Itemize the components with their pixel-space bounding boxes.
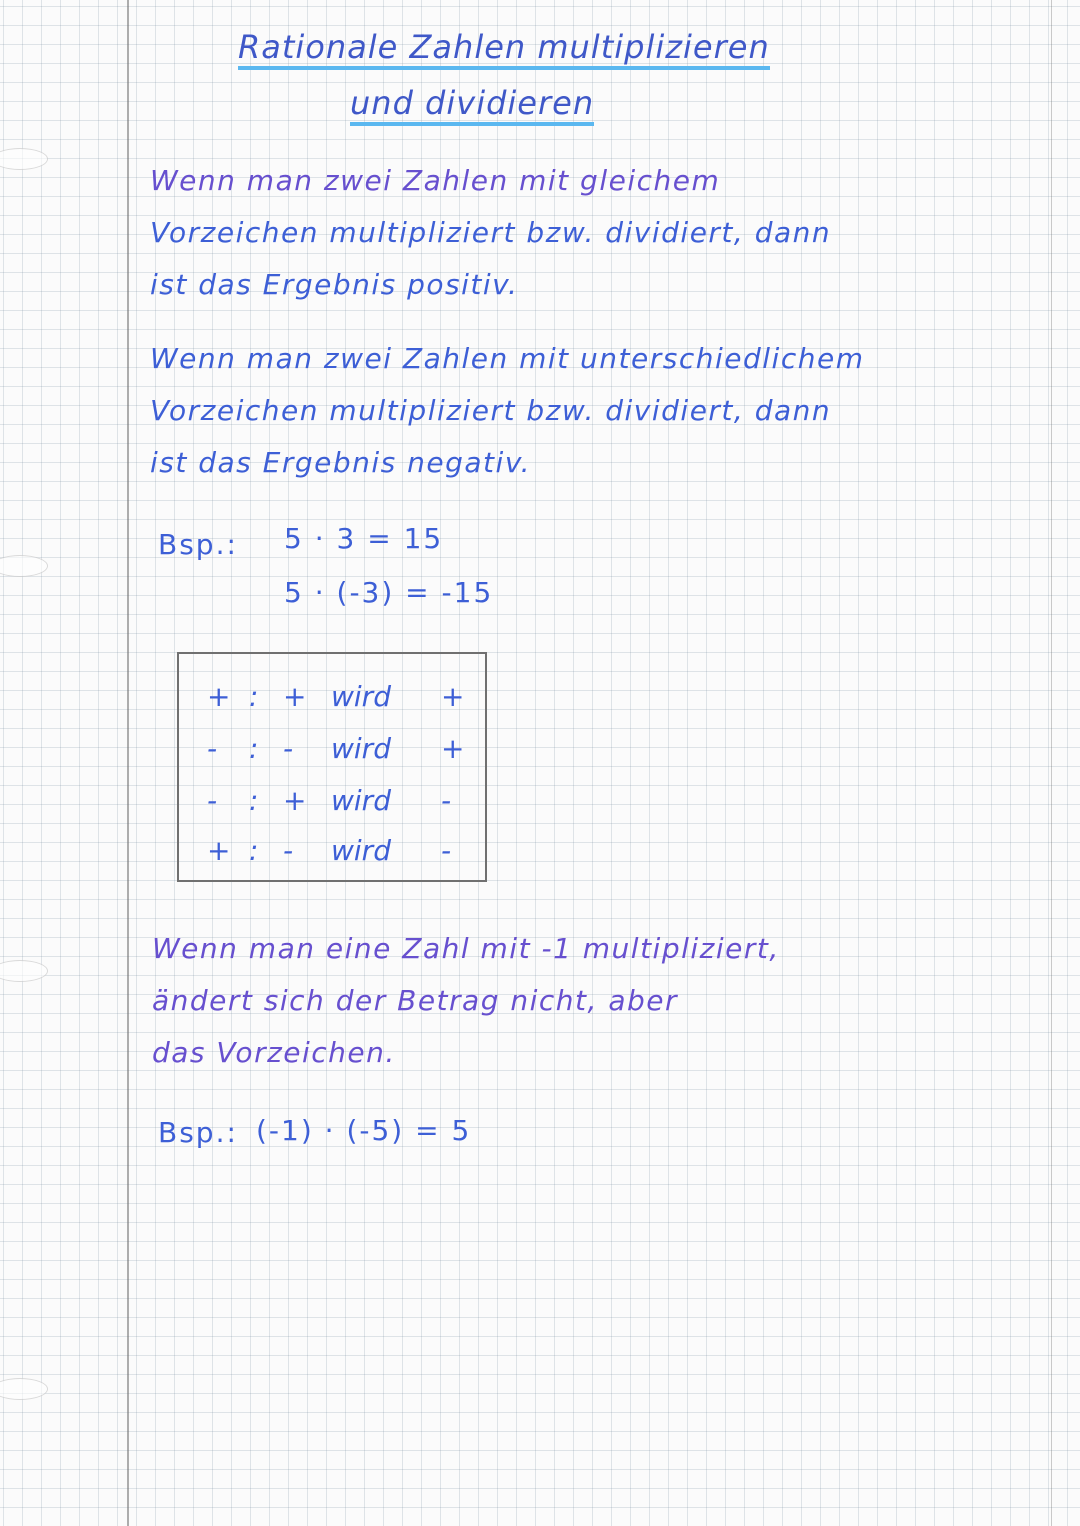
sign-rule-row xyxy=(179,834,485,874)
sign-a: + xyxy=(207,834,231,867)
sign-a: - xyxy=(207,732,218,765)
sign-b: + xyxy=(283,784,307,817)
text-line: Vorzeichen multipliziert bzw. dividiert, dann xyxy=(150,216,832,249)
sign-b: + xyxy=(283,680,307,713)
example-label: Bsp.: xyxy=(158,1116,238,1149)
operator: : xyxy=(249,732,259,765)
result-sign: + xyxy=(441,680,465,713)
text-line: ist das Ergebnis positiv. xyxy=(150,268,519,301)
rule-word: wird xyxy=(331,680,391,713)
punch-hole xyxy=(0,1378,48,1400)
sign-a: + xyxy=(207,680,231,713)
result-sign: + xyxy=(441,732,465,765)
result-sign: - xyxy=(441,784,452,817)
example-equation: 5 · (-3) = -15 xyxy=(284,576,494,609)
rule-word: wird xyxy=(331,732,391,765)
page-title-line-1: Rationale Zahlen multiplizieren xyxy=(238,28,770,70)
sign-a: - xyxy=(207,784,218,817)
rule-word: wird xyxy=(331,834,391,867)
operator: : xyxy=(249,834,259,867)
operator: : xyxy=(249,784,259,817)
text-line: Wenn man zwei Zahlen mit unterschiedlichem xyxy=(150,342,865,375)
text-line: ist das Ergebnis negativ. xyxy=(150,446,532,479)
sign-rule-row xyxy=(179,680,485,720)
right-margin-line xyxy=(1051,0,1052,1526)
sign-rules-table xyxy=(177,652,487,882)
text-line: Wenn man eine Zahl mit -1 multipliziert, xyxy=(152,932,780,965)
punch-hole xyxy=(0,555,48,577)
text-line: Wenn man zwei Zahlen mit gleichem xyxy=(150,164,721,197)
example-equation: 5 · 3 = 15 xyxy=(284,522,444,555)
left-margin-line xyxy=(127,0,129,1526)
operator: : xyxy=(249,680,259,713)
sign-rule-row xyxy=(179,784,485,824)
sign-b: - xyxy=(283,732,294,765)
sign-b: - xyxy=(283,834,294,867)
text-line: ändert sich der Betrag nicht, aber xyxy=(152,984,678,1017)
example-equation: (-1) · (-5) = 5 xyxy=(256,1114,472,1147)
text-line: das Vorzeichen. xyxy=(152,1036,396,1069)
rule-word: wird xyxy=(331,784,391,817)
punch-hole xyxy=(0,960,48,982)
text-line: Vorzeichen multipliziert bzw. dividiert, dann xyxy=(150,394,832,427)
example-label: Bsp.: xyxy=(158,528,238,561)
sign-rule-row xyxy=(179,732,485,772)
punch-hole xyxy=(0,148,48,170)
page-title-line-2: und dividieren xyxy=(350,84,594,126)
result-sign: - xyxy=(441,834,452,867)
